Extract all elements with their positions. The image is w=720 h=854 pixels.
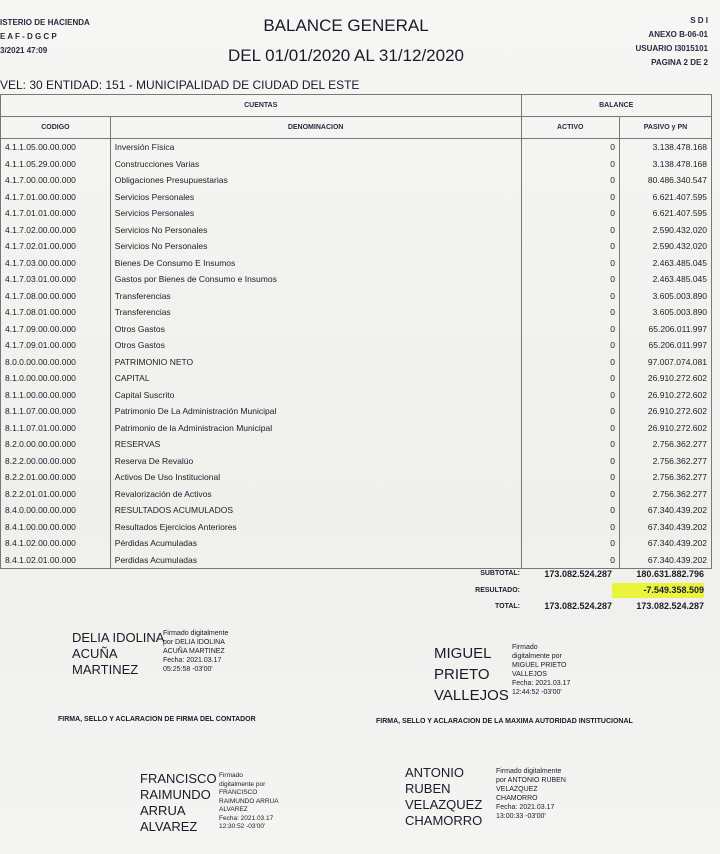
cell-activo: 0 — [521, 469, 619, 486]
signature-meta-line: por ANTONIO RUBEN — [496, 777, 566, 784]
cell-activo: 0 — [521, 387, 619, 404]
table-row — [1, 519, 712, 536]
header-right-block — [636, 14, 708, 70]
signature-meta-line: Fecha: 2021.03.17 — [512, 680, 571, 687]
cell-codigo: 8.1.1.07.00.00.000 — [1, 403, 111, 420]
cell-denominacion: RESULTADOS ACUMULADOS — [110, 502, 521, 519]
cell-pasivo: 2.756.362.277 — [619, 453, 711, 470]
signature-name-line: RAIMUNDO — [140, 787, 211, 802]
subtotal-pasivo: 180.631.882.796 — [636, 569, 704, 579]
signature-meta-line: Fecha: 2021.03.17 — [163, 657, 222, 664]
signature-meta-line: Firmado — [219, 772, 243, 779]
signature-antonio-name — [405, 765, 482, 829]
cell-codigo: 8.4.1.02.00.00.000 — [1, 535, 111, 552]
cell-pasivo: 67.340.439.202 — [619, 502, 711, 519]
cell-pasivo: 97.007.074.081 — [619, 354, 711, 371]
table-row — [1, 387, 712, 404]
cell-codigo: 4.1.7.09.00.00.000 — [1, 321, 111, 338]
table-row — [1, 354, 712, 371]
table-row — [1, 172, 712, 189]
cell-pasivo: 65.206.011.997 — [619, 337, 711, 354]
signature-name-line: DELIA IDOLINA — [72, 630, 165, 645]
cell-codigo: 4.1.7.03.01.00.000 — [1, 271, 111, 288]
cell-activo: 0 — [521, 436, 619, 453]
table-row — [1, 288, 712, 305]
cell-codigo: 4.1.7.02.01.00.000 — [1, 238, 111, 255]
column-header-activo: ACTIVO — [521, 117, 619, 139]
cell-denominacion: Otros Gastos — [110, 321, 521, 338]
cell-activo: 0 — [521, 519, 619, 536]
signature-meta-line: CHAMORRO — [496, 795, 538, 802]
cell-pasivo: 3.138.478.168 — [619, 156, 711, 173]
signature-contador-meta — [163, 629, 228, 674]
signature-meta-line: VELAZQUEZ — [496, 786, 538, 793]
signature-meta-line: RAIMUNDO ARRUA — [219, 797, 279, 805]
document-title: BALANCE GENERAL — [263, 16, 429, 35]
resultado-label: RESULTADO: — [475, 587, 520, 594]
header-user: USUARIO I3015101 — [635, 44, 708, 53]
header-system: S D I — [690, 16, 708, 25]
total-pasivo: 173.082.524.287 — [636, 601, 704, 611]
signature-name-line: VALLEJOS — [434, 687, 509, 704]
cell-activo: 0 — [521, 205, 619, 222]
cell-codigo: 4.1.7.01.01.00.000 — [1, 205, 111, 222]
signature-meta-line: Firmado — [512, 644, 538, 651]
cell-codigo: 4.1.1.05.29.00.000 — [1, 156, 111, 173]
table-row — [1, 139, 712, 156]
cell-codigo: 8.0.0.00.00.00.000 — [1, 354, 111, 371]
cell-activo: 0 — [521, 321, 619, 338]
cell-activo: 0 — [521, 552, 619, 569]
cell-activo: 0 — [521, 337, 619, 354]
group-header-cuentas: CUENTAS — [1, 95, 522, 117]
cell-denominacion: Servicios Personales — [110, 189, 521, 206]
cell-denominacion: PATRIMONIO NETO — [110, 354, 521, 371]
cell-activo: 0 — [521, 222, 619, 239]
signature-meta-line: FRANCISCO — [219, 789, 258, 796]
signature-autoridad-name — [434, 643, 509, 706]
cell-denominacion: Revalorización de Activos — [110, 486, 521, 503]
column-header-codigo: CODIGO — [1, 117, 111, 139]
cell-denominacion: Gastos por Bienes de Consumo e Insumos — [110, 271, 521, 288]
cell-codigo: 8.4.1.00.00.00.000 — [1, 519, 111, 536]
signature-name-line: MARTINEZ — [72, 662, 139, 677]
cell-codigo: 8.2.2.00.00.00.000 — [1, 453, 111, 470]
table-row — [1, 337, 712, 354]
signature-name-line: RUBEN — [405, 781, 451, 796]
table-row — [1, 304, 712, 321]
cell-pasivo: 6.621.407.595 — [619, 205, 711, 222]
cell-activo: 0 — [521, 502, 619, 519]
cell-denominacion: Bienes De Consumo E Insumos — [110, 255, 521, 272]
cell-codigo: 4.1.7.09.01.00.000 — [1, 337, 111, 354]
signature-meta-line: 05:25:58 -03'00' — [163, 666, 213, 673]
cell-codigo: 8.1.1.07.01.00.000 — [1, 420, 111, 437]
signature-autoridad-meta — [512, 643, 570, 697]
cell-denominacion: Perdidas Acumuladas — [110, 552, 521, 569]
signature-meta-line: ACUÑA MARTINEZ — [163, 648, 225, 655]
table-row — [1, 205, 712, 222]
cell-activo: 0 — [521, 370, 619, 387]
signature-francisco-meta — [219, 772, 279, 832]
cell-activo: 0 — [521, 420, 619, 437]
cell-pasivo: 26.910.272.602 — [619, 403, 711, 420]
signature-name-line: ACUÑA — [72, 646, 118, 661]
signature-meta-line: 12:44:52 -03'00' — [512, 689, 562, 696]
signature-meta-line: digitalmente por — [219, 780, 266, 788]
header-annex: ANEXO B-06-01 — [648, 30, 708, 39]
signature-meta-line: Fecha: 2021.03.17 — [496, 804, 555, 811]
signature-meta-line: 12:30:52 -03'00' — [219, 823, 266, 830]
cell-denominacion: Otros Gastos — [110, 337, 521, 354]
signature-name-line: MIGUEL — [434, 645, 492, 662]
table-row — [1, 238, 712, 255]
cell-codigo: 4.1.7.03.00.00.000 — [1, 255, 111, 272]
table-row — [1, 453, 712, 470]
total-activo: 173.082.524.287 — [544, 601, 612, 611]
cell-denominacion: Servicios Personales — [110, 205, 521, 222]
cell-codigo: 8.1.1.00.00.00.000 — [1, 387, 111, 404]
signature-name-line: ARRUA — [140, 803, 186, 818]
cell-denominacion: Obligaciones Presupuestarias — [110, 172, 521, 189]
cell-pasivo: 3.138.478.168 — [619, 139, 711, 156]
cell-denominacion: RESERVAS — [110, 436, 521, 453]
cell-pasivo: 2.590.432.020 — [619, 238, 711, 255]
signature-meta-line: Fecha: 2021.03.17 — [219, 814, 274, 822]
table-row — [1, 552, 712, 569]
cell-pasivo: 26.910.272.602 — [619, 370, 711, 387]
cell-activo: 0 — [521, 486, 619, 503]
header-department: E A F - D G C P — [0, 32, 57, 41]
cell-activo: 0 — [521, 271, 619, 288]
table-row — [1, 502, 712, 519]
cell-pasivo: 3.605.003.890 — [619, 304, 711, 321]
resultado-pasivo: -7.549.358.509 — [612, 583, 704, 598]
cell-pasivo: 2.590.432.020 — [619, 222, 711, 239]
cell-codigo: 4.1.7.08.00.00.000 — [1, 288, 111, 305]
document-period: DEL 01/01/2020 AL 31/12/2020 — [228, 46, 464, 65]
cell-pasivo: 67.340.439.202 — [619, 519, 711, 536]
cell-activo: 0 — [521, 354, 619, 371]
cell-codigo: 4.1.7.00.00.00.000 — [1, 172, 111, 189]
cell-pasivo: 26.910.272.602 — [619, 420, 711, 437]
cell-activo: 0 — [521, 255, 619, 272]
signature-meta-line: Firmado digitalmente — [163, 630, 229, 637]
cell-pasivo: 2.756.362.277 — [619, 486, 711, 503]
cell-activo: 0 — [521, 156, 619, 173]
cell-activo: 0 — [521, 403, 619, 420]
cell-denominacion: Resultados Ejercicios Anteriores — [110, 519, 521, 536]
cell-activo: 0 — [521, 172, 619, 189]
cell-pasivo: 2.756.362.277 — [619, 436, 711, 453]
group-header-balance: BALANCE — [521, 95, 712, 117]
cell-activo: 0 — [521, 139, 619, 156]
table-row — [1, 403, 712, 420]
cell-denominacion: Reserva De Revalúo — [110, 453, 521, 470]
cell-denominacion: Capital Suscrito — [110, 387, 521, 404]
cell-pasivo: 80.486.340.547 — [619, 172, 711, 189]
table-row — [1, 535, 712, 552]
cell-pasivo: 26.910.272.602 — [619, 387, 711, 404]
cell-denominacion: Patrimonio De La Administración Municipal — [110, 403, 521, 420]
cell-denominacion: Construcciones Varias — [110, 156, 521, 173]
signature-name-line: CHAMORRO — [405, 813, 483, 828]
cell-codigo: 8.2.0.00.00.00.000 — [1, 436, 111, 453]
table-row — [1, 321, 712, 338]
cell-codigo: 8.1.0.00.00.00.000 — [1, 370, 111, 387]
cell-codigo: 8.2.2.01.00.00.000 — [1, 469, 111, 486]
signature-name-line: FRANCISCO — [140, 771, 217, 786]
cell-pasivo: 2.756.362.277 — [619, 469, 711, 486]
table-row — [1, 222, 712, 239]
cell-codigo: 4.1.1.05.00.00.000 — [1, 139, 111, 156]
cell-pasivo: 2.463.485.045 — [619, 255, 711, 272]
table-row — [1, 420, 712, 437]
cell-activo: 0 — [521, 535, 619, 552]
header-page: PAGINA 2 DE 2 — [651, 58, 708, 67]
table-row — [1, 469, 712, 486]
cell-denominacion: Servicios No Personales — [110, 222, 521, 239]
cell-denominacion: Inversión Física — [110, 139, 521, 156]
caption-contador: FIRMA, SELLO Y ACLARACION DE FIRMA DEL CONTADOR — [58, 716, 256, 723]
signature-meta-line: MIGUEL PRIETO — [512, 662, 567, 669]
table-row — [1, 189, 712, 206]
signature-name-line: ALVAREZ — [140, 819, 198, 834]
cell-codigo: 4.1.7.08.01.00.000 — [1, 304, 111, 321]
cell-codigo: 4.1.7.02.00.00.000 — [1, 222, 111, 239]
cell-pasivo: 67.340.439.202 — [619, 535, 711, 552]
cell-denominacion: Transferencias — [110, 288, 521, 305]
table-row — [1, 271, 712, 288]
cell-denominacion: Pérdidas Acumuladas — [110, 535, 521, 552]
table-row — [1, 255, 712, 272]
table-row — [1, 156, 712, 173]
table-row — [1, 486, 712, 503]
signature-meta-line: 13:00:33 -03'00' — [496, 813, 546, 820]
signature-name-line: PRIETO — [434, 666, 490, 683]
signature-meta-line: digitalmente por — [512, 653, 562, 660]
signature-antonio-meta — [496, 767, 566, 821]
cell-activo: 0 — [521, 453, 619, 470]
signature-meta-line: por DELIA IDOLINA — [163, 639, 225, 646]
table-row — [1, 370, 712, 387]
cell-activo: 0 — [521, 189, 619, 206]
cell-denominacion: Patrimonio de la Administracion Municipal — [110, 420, 521, 437]
signature-meta-line: VALLEJOS — [512, 671, 547, 678]
header-date: 3/2021 47:09 — [0, 46, 48, 55]
caption-autoridad: FIRMA, SELLO Y ACLARACION DE LA MAXIMA AUTORIDAD INSTITUCIONAL — [376, 718, 633, 725]
header-ministry: ISTERIO DE HACIENDA — [0, 18, 90, 27]
cell-activo: 0 — [521, 288, 619, 305]
signature-name-line: ANTONIO — [405, 765, 464, 780]
balance-table — [0, 94, 712, 569]
cell-codigo: 8.4.0.00.00.00.000 — [1, 502, 111, 519]
signature-contador-name — [72, 630, 164, 678]
column-header-pasivo: PASIVO y PN — [619, 117, 711, 139]
cell-denominacion: CAPITAL — [110, 370, 521, 387]
subtotal-label: SUBTOTAL: — [480, 570, 520, 577]
cell-activo: 0 — [521, 238, 619, 255]
cell-pasivo: 2.463.485.045 — [619, 271, 711, 288]
cell-denominacion: Servicios No Personales — [110, 238, 521, 255]
cell-codigo: 4.1.7.01.00.00.000 — [1, 189, 111, 206]
table-row — [1, 436, 712, 453]
cell-codigo: 8.4.1.02.01.00.000 — [1, 552, 111, 569]
cell-denominacion: Activos De Uso Institucional — [110, 469, 521, 486]
signature-name-line: VELAZQUEZ — [405, 797, 483, 812]
cell-pasivo: 65.206.011.997 — [619, 321, 711, 338]
cell-pasivo: 67.340.439.202 — [619, 552, 711, 569]
cell-denominacion: Transferencias — [110, 304, 521, 321]
subtotal-activo: 173.082.524.287 — [544, 569, 612, 579]
cell-pasivo: 3.605.003.890 — [619, 288, 711, 305]
cell-codigo: 8.2.2.01.01.00.000 — [1, 486, 111, 503]
entity-line: VEL: 30 ENTIDAD: 151 - MUNICIPALIDAD DE CIUDAD DEL ESTE — [0, 78, 360, 92]
cell-pasivo: 6.621.407.595 — [619, 189, 711, 206]
signature-meta-line: Firmado digitalmente — [496, 768, 562, 775]
cell-activo: 0 — [521, 304, 619, 321]
total-label: TOTAL: — [494, 603, 520, 610]
signature-meta-line: ALVAREZ — [219, 806, 248, 813]
column-header-denominacion: DENOMINACION — [110, 117, 521, 139]
signature-francisco-name — [140, 771, 217, 835]
